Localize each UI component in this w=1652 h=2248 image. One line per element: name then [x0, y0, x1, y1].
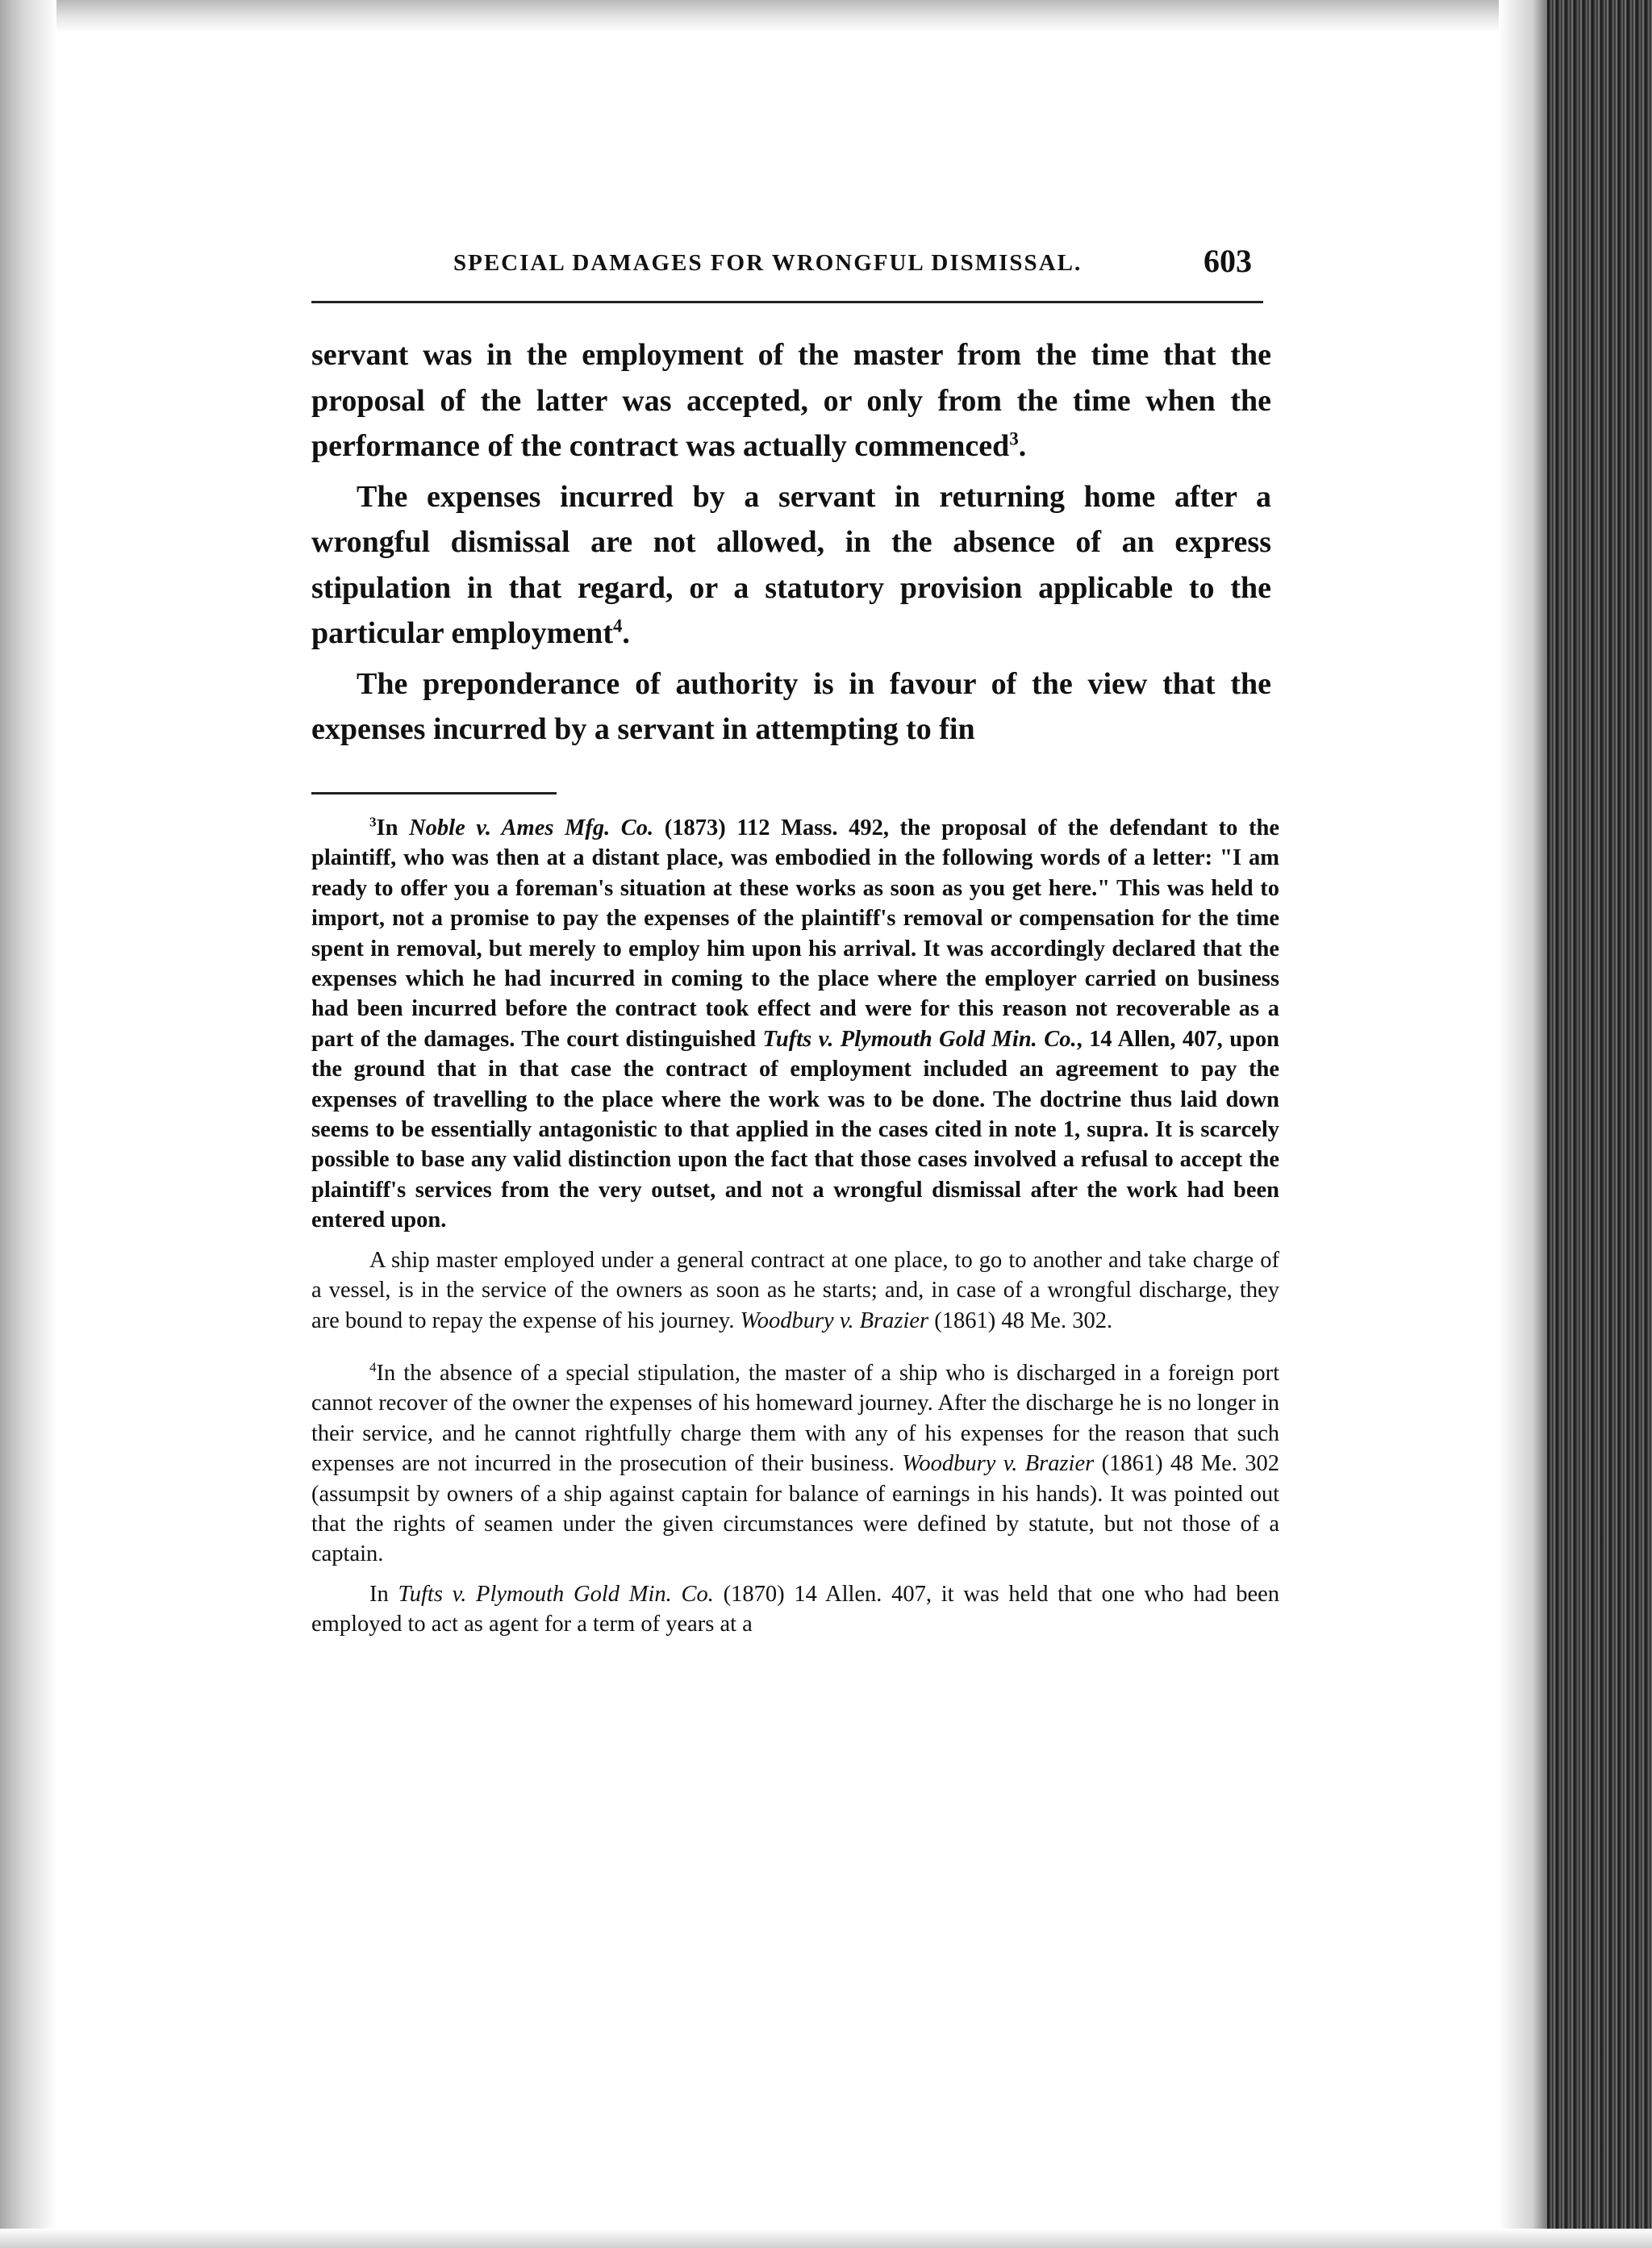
- footnote-3-p2-cite: (1861) 48 Me. 302.: [928, 1308, 1113, 1333]
- main-text: [311, 332, 1271, 753]
- footnote-4-case-tufts: Tufts v. Plymouth Gold Min. Co.: [398, 1581, 714, 1607]
- footnote-3: [311, 813, 1279, 1236]
- footnote-3-case-woodbury: Woodbury v. Brazier: [740, 1308, 929, 1333]
- footnote-4-mark: 4: [369, 1359, 377, 1375]
- footnote-3-case-noble: Noble v. Ames Mfg. Co.: [409, 815, 654, 840]
- footnote-ref-3: 3: [1009, 428, 1019, 449]
- main-paragraph-1-end: .: [1018, 429, 1027, 463]
- main-paragraph-1: [311, 332, 1271, 469]
- footnote-4-p2-pre: In: [369, 1581, 398, 1607]
- footnote-4-case-woodbury: Woodbury v. Brazier: [902, 1451, 1095, 1477]
- footnote-4-paragraph-2: [311, 1579, 1279, 1640]
- footnote-4: [311, 1358, 1279, 1570]
- scan-edge-bottom: [0, 2229, 1652, 2248]
- main-paragraph-2-text: The expenses incurred by a servant in returning home after a wrongful dismissal are not allowed, in the absence of an express stipulation in that regard, or a statutory provision applicable to the particular employment: [311, 479, 1271, 650]
- scan-edge-left: [0, 0, 56, 2248]
- footnote-4-p2-text: (1870) 14 Allen. 407, it was held that one who had been employed to act as agent for a term of years at a: [311, 1581, 1280, 1637]
- running-head-title: SPECIAL DAMAGES FOR WRONGFUL DISMISSAL.: [453, 250, 1083, 276]
- footnote-4-text-b: (1861) 48 Me. 302 (assumpsit by owners of a ship against captain for balance of earnings in his hands). It was pointed out that the rights of seamen under the given circumstances were defined by statute, but not those of a captain.: [311, 1451, 1279, 1567]
- footnote-3-paragraph-2: [311, 1245, 1279, 1336]
- footnote-3-mark: 3: [369, 814, 377, 830]
- main-paragraph-3: The preponderance of authority is in favour of the view that the expenses incurred by a servant in attempting to fin: [311, 666, 1271, 746]
- footnote-3-case-tufts: Tufts v. Plymouth Gold Min. Co.: [762, 1026, 1077, 1052]
- footnote-3-text-a: In: [376, 815, 410, 840]
- footnote-3-p2-text: A ship master employed under a general contract at one place, to go to another and take charge of a vessel, is in the service of the owners as soon as he starts; and, in case of a wrongful discharge, they are bound to repay the expense of his journey.: [311, 1247, 1279, 1333]
- footnote-4-text-a: In the absence of a special stipulation, the master of a ship who is discharged in a foreign port cannot recover of the owner the expenses of his homeward journey. After the discharge he is no longer in their service, and he cannot rightfully charge them with any of his expenses for the reason that such expenses are not incurred in the prosecution of their business.: [311, 1360, 1279, 1477]
- running-head: [311, 242, 1263, 298]
- main-paragraph-2-end: .: [622, 616, 630, 650]
- page-number: 603: [1204, 243, 1252, 279]
- footnote-3-text-c: , 14 Allen, 407, upon the ground that in that case the contract of employment included an agreement to pay the expenses of travelling to the place where the work was to be done. The doctrine thus laid down seems to be essentially antagonistic to that applied in the cases cited in note 1, supra. It is scarcely possible to base any valid distinction upon the fact that those cases involved a refusal to accept the plaintiff's services from the very outset, and not a wrongful dismissal after the work had been entered upon.: [311, 1026, 1279, 1233]
- scan-edge-right-shadow: [1499, 0, 1547, 2248]
- main-paragraph-2: [311, 474, 1271, 657]
- footnote-ref-4: 4: [612, 615, 623, 636]
- main-paragraph-1-text: servant was in the employment of the master from the time that the proposal of the latter was accepted, or only from the time when the performance of the contract was actually commenced: [311, 338, 1271, 463]
- footnote-rule: [311, 792, 557, 795]
- scan-edge-right-binding: [1547, 0, 1652, 2248]
- footnotes: [311, 813, 1279, 1640]
- header-rule: [311, 301, 1263, 303]
- scan-edge-top: [0, 0, 1652, 32]
- footnote-3-text-b: (1873) 112 Mass. 492, the proposal of the defendant to the plaintiff, who was then at a distant place, was embodied in the following words of a letter: "I am ready to offer you a foreman's situation at these works as soon as you get here." This was held to import, not a promise to pay the expenses of the plaintiff's removal or compensation for the time spent in removal, but merely to employ him upon his arrival. It was accordingly declared that the expenses which he had incurred in coming to the place where the employer carried on business had been incurred before the contract took effect and were for this reason not recoverable as a part of the damages. The court distinguished: [311, 815, 1279, 1052]
